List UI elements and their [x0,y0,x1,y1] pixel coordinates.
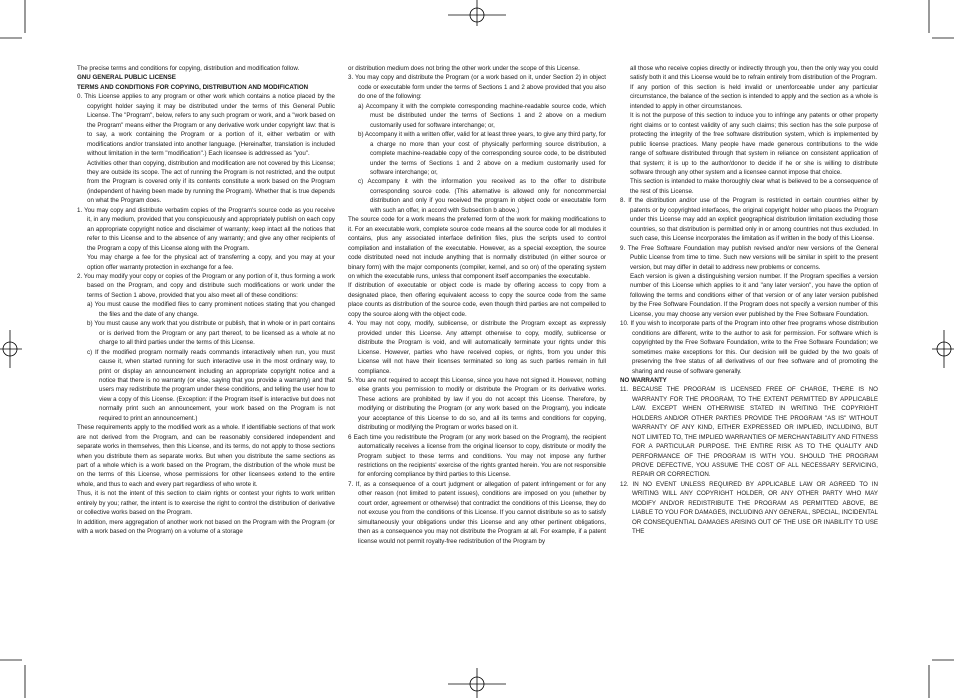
paragraph: It is not the purpose of this section to induce you to infringe any patents or other property right claims or to contest validity of any such claims; this section has the sole purpose of protecting the integrity of the free software distribution system, which is implemented by public license practices. Many people have made generous contributions to the wide range of software distributed through that system in reliance on consistent application of that system; it is up to the author/donor to decide if he or she is willing to distribute software through any other system and a licensee cannot impose that choice. [630,112,878,176]
paragraph: a) You must cause the modified files to carry prominent notices stating that you changed the files and the date of any change. [87,301,335,318]
section-heading: TERMS AND CONDITIONS FOR COPYING, DISTRIBUTION AND MODIFICATION [77,83,309,91]
paragraph: 12. IN NO EVENT UNLESS REQUIRED BY APPLICABLE LAW OR AGREED TO IN WRITING WILL ANY COPYRIGHT HOLDER, OR ANY OTHER PARTY WHO MAY MODIFY AND/OR REDISTRIBUTE THE PROGRAM AS PERMITTED ABOVE, BE LIABLE TO YOU FOR DAMAGES, INCLUDING ANY GENERAL, SPECIAL, INCIDENTAL OR CONSEQUENTIAL DAMAGES ARISING OUT OF THE USE OR INABILITY TO USE THE [620,480,878,536]
paragraph: 11. BECAUSE THE PROGRAM IS LICENSED FREE OF CHARGE, THERE IS NO WARRANTY FOR THE PROGRAM, TO THE EXTENT PERMITTED BY APPLICABLE LAW. EXCEPT WHEN OTHERWISE STATED IN WRITING THE COPYRIGHT HOLDERS AND/OR OTHER PARTIES PROVIDE THE PROGRAM "AS IS" WITHOUT WARRANTY OF ANY KIND, EITHER EXPRESSED OR IMPLIED, INCLUDING, BUT NOT LIMITED TO, THE IMPLIED WARRANTIES OF MERCHANTABILITY AND FITNESS FOR A PARTICULAR PURPOSE. THE ENTIRE RISK AS TO THE QUALITY AND PERFORMANCE OF THE PROGRAM IS WITH YOU. SHOULD THE PROGRAM PROVE DEFECTIVE, YOU ASSUME THE COST OF ALL NECESSARY SERVICING, REPAIR OR CORRECTION. [620,386,878,479]
paragraph: 0. This License applies to any program or other work which contains a notice placed by the copyright holder saying it may be distributed under the terms of this General Public License. The "Program", below, refers to any such program or work, and a "work based on the Program" means either the Program or any derivative work under copyright law: that is to say, a work containing the Program or a portion of it, either verbatim or with modifications and/or translated into another language. (Hereinafter, translation is included without limitation in the term "modification".) Each licensee is addressed as "you". [77,93,335,158]
paragraph: c) If the modified program normally reads commands interactively when run, you must cause it, when started running for such interactive use in the most ordinary way, to print or display an announcement including an appropriate copyright notice and a notice that there is no warranty (or else, saying that you provide a warranty) and that users may redistribute the program under these conditions, and telling the user how to view a copy of this License. (Exception: if the Program itself is interactive but does not normally print such an announcement, your work based on the Program is not required to print an announcement.) [87,348,335,422]
paragraph: 1. You may copy and distribute verbatim copies of the Program's source code as you receive it, in any medium, provided that you conspicuously and appropriately publish on each copy an appropriate copyright notice and disclaimer of warranty; keep intact all the notices that refer to this License and to the absence of any warranty; and give any other recipients of the Program a copy of this License along with the Program. [77,206,335,252]
paragraph: 6 Each time you redistribute the Program (or any work based on the Program), the recipient automatically receives a license from the original licensor to copy, distribute or modify the Program subject to these terms and conditions. You may not impose any further restrictions on the recipients' exercise of the rights granted herein. You are not responsible for enforcing compliance by third parties to this License. [348,433,606,479]
paragraph: In addition, mere aggregation of another work not based on the Program with the Program (or with a work based on the Program) on a volume of a storage [77,518,335,536]
paragraph: Each version is given a distinguishing version number. If the Program specifies a version number of this License which applies to it and "any later version", you have the option of following the terms and conditions either of that version or of any later version published by the Free Software Foundation. If the Program does not specify a version number of this License, you may choose any version ever published by the Free Software Foundation. [630,272,878,318]
paragraph: The precise terms and conditions for copying, distribution and modification follow. [77,65,300,72]
paragraph: 3. You may copy and distribute the Program (or a work based on it, under Section 2) in object code or executable form under the terms of Sections 1 and 2 above provided that you also do one of the following: [348,74,606,101]
text-column-middle [348,64,606,664]
paragraph: 4. You may not copy, modify, sublicense, or distribute the Program except as expressly provided under this License. Any attempt otherwise to copy, modify, sublicense or distribute the Program is void, and will automatically terminate your rights under this License. However, parties who have received copies, or rights, from you under this License will not have their licenses terminated so long as such parties remain in full compliance. [348,320,606,375]
text-column-left [77,64,335,664]
paragraph: b) You must cause any work that you distribute or publish, that in whole or in part contains or is derived from the Program or any part thereof, to be licensed as a whole at no charge to all third parties under the terms of this License. [87,320,335,347]
section-heading: NO WARRANTY [620,376,667,384]
paragraph: all those who receive copies directly or indirectly through you, then the only way you could satisfy both it and this License would be to refrain entirely from distribution of the Program. [630,65,878,82]
paragraph: 9. The Free Software Foundation may publish revised and/or new versions of the General Public License from time to time. Such new versions will be similar in spirit to the present version, but may differ in detail to address new problems or concerns. [620,244,878,271]
paragraph: 7. If, as a consequence of a court judgment or allegation of patent infringement or for any other reason (not limited to patent issues), conditions are imposed on you (whether by court order, agreement or otherwise) that contradict the conditions of this License, they do not excuse you from the conditions of this License. If you cannot distribute so as to satisfy simultaneously your obligations under this License and any other pertinent obligations, then as a consequence you may not distribute the Program at all. For example, if a patent license would not permit royalty-free redistribution of the Program by [348,480,606,545]
paragraph: or distribution medium does not bring the other work under the scope of this License. [348,65,580,72]
paragraph: If any portion of this section is held invalid or unenforceable under any particular circumstance, the balance of the section is intended to apply and the section as a whole is intended to apply in other circumstances. [630,83,878,110]
paragraph: If distribution of executable or object code is made by offering access to copy from a designated place, then offering equivalent access to copy the source code from the same place counts as distribution of the source code, even though third parties are not compelled to copy the source along with the object code. [348,282,606,318]
section-heading: GNU GENERAL PUBLIC LICENSE [77,74,176,82]
paragraph: a) Accompany it with the complete corresponding machine-readable source code, which must be distributed under the terms of Sections 1 and 2 above on a medium customarily used for software interchange; or, [358,102,606,129]
paragraph: This section is intended to make thoroughly clear what is believed to be a consequence of the rest of this License. [630,178,878,195]
paragraph: b) Accompany it with a written offer, valid for at least three years, to give any third party, for a charge no more than your cost of physically performing source distribution, a complete machine-readable copy of the corresponding source code, to be distributed under the terms of Sections 1 and 2 above on a medium customarily used for software interchange; or, [358,131,606,176]
paragraph: c) Accompany it with the information you received as to the offer to distribute corresponding source code. (This alternative is allowed only for noncommercial distribution and only if you received the program in object code or executable form with such an offer, in accord with Subsection b above.) [358,178,606,214]
paragraph: 8. If the distribution and/or use of the Program is restricted in certain countries either by patents or by copyrighted interfaces, the original copyright holder who places the Program under this License may add an explicit geographical distribution limitation excluding those countries, so that distribution is permitted only in or among countries not thus excluded. In such case, this License incorporates the limitation as if written in the body of this License. [620,197,878,243]
paragraph: Thus, it is not the intent of this section to claim rights or contest your rights to work written entirely by you; rather, the intent is to exercise the right to control the distribution of derivative or collective works based on the Program. [77,490,335,517]
paragraph: 2. You may modify your copy or copies of the Program or any portion of it, thus forming a work based on the Program, and copy and distribute such modifications or work under the terms of Section 1 above, provided that you also meet all of these conditions: [77,272,335,299]
paragraph: These requirements apply to the modified work as a whole. If identifiable sections of that work are not derived from the Program, and can be reasonably considered independent and separate works in themselves, then this License, and its terms, do not apply to those sections when you distribute them as separate works. But when you distribute the same sections as part of a whole which is a work based on the Program, the distribution of the whole must be on the terms of this License, whose permissions for other licensees extend to the entire whole, and thus to each and every part regardless of who wrote it. [77,424,335,488]
paragraph: 10. If you wish to incorporate parts of the Program into other free programs whose distribution conditions are different, write to the author to ask for permission. For software which is copyrighted by the Free Software Foundation, write to the Free Software Foundation; we sometimes make exceptions for this. Our decision will be guided by the two goals of preserving the free status of all derivatives of our free software and of promoting the sharing and reuse of software generally. [620,320,878,375]
paragraph: 5. You are not required to accept this License, since you have not signed it. However, nothing else grants you permission to modify or distribute the Program or its derivative works. These actions are prohibited by law if you do not accept this License. Therefore, by modifying or distributing the Program (or any work based on the Program), you indicate your acceptance of this License to do so, and all its terms and conditions for copying, distributing or modifying the Program or works based on it. [348,376,606,432]
paragraph: You may charge a fee for the physical act of transferring a copy, and you may at your option offer warranty protection in exchange for a fee. [87,254,335,271]
text-column-right [620,64,878,664]
paragraph: Activities other than copying, distribution and modification are not covered by this License; they are outside its scope. The act of running the Program is not restricted, and the output from the Program is covered only if its contents constitute a work based on the Program (independent of having been made by running the Program). Whether that is true depends on what the Program does. [87,159,335,205]
paragraph: The source code for a work means the preferred form of the work for making modifications to it. For an executable work, complete source code means all the source code for all modules it contains, plus any associated interface definition files, plus the scripts used to control compilation and installation of the executable. However, as a special exception, the source code distributed need not include anything that is normally distributed (in either source or binary form) with the major components (compiler, kernel, and so on) of the operating system on which the executable runs, unless that component itself accompanies the executable. [348,216,606,280]
